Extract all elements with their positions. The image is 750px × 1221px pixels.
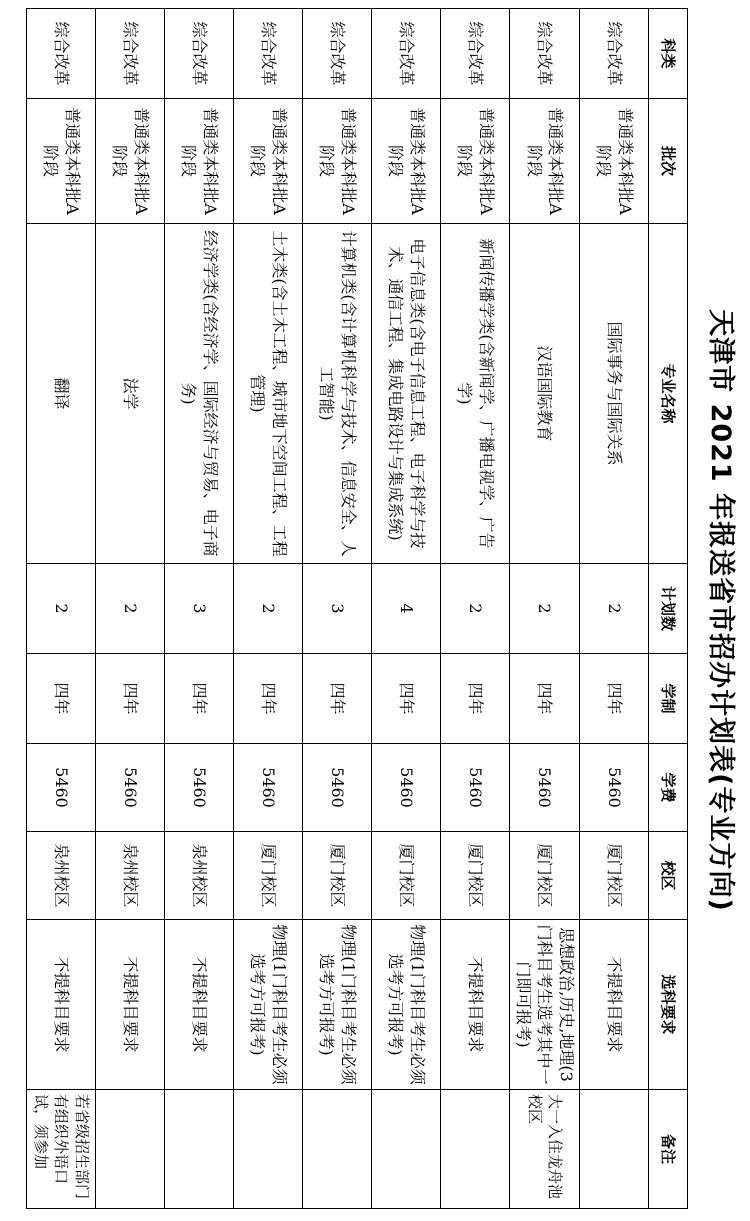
cell-batch: 普通类本科批A阶段 [96,99,165,224]
cell-major: 汉语国际教育 [510,224,580,564]
cell-major: 土木类(含土木工程、城市地下空间工程、工程管理) [234,224,303,564]
cell-campus: 泉州校区 [27,832,96,920]
table-header-row [649,9,688,1209]
cell-subject-type: 综合改革 [96,9,165,99]
cell-plan: 4 [372,564,441,654]
cell-subject-req: 物理(1门科目考生必须选考方可报考) [372,920,441,1090]
cell-plan: 2 [234,564,303,654]
cell-duration: 四年 [441,654,510,744]
cell-subject-req: 思想政治,历史,地理(3门科目考生选考其中一门即可报考) [510,920,580,1090]
header-plan: 计划数 [649,564,688,654]
cell-campus: 泉州校区 [165,832,234,920]
cell-note [372,1090,441,1209]
cell-tuition: 5460 [510,744,580,832]
cell-plan: 2 [510,564,580,654]
cell-subject-type: 综合改革 [27,9,96,99]
cell-subject-type: 综合改革 [303,9,372,99]
cell-batch: 普通类本科批A阶段 [234,99,303,224]
table-row [27,9,96,1209]
cell-batch: 普通类本科批A阶段 [580,99,649,224]
header-major: 专业名称 [649,224,688,564]
cell-note [96,1090,165,1209]
cell-major: 国际事务与国际关系 [580,224,649,564]
cell-note [234,1090,303,1209]
cell-duration: 四年 [165,654,234,744]
cell-subject-req: 物理(1门科目考生必须选考方可报考) [303,920,372,1090]
cell-campus: 厦门校区 [372,832,441,920]
cell-subject-req: 不提科目要求 [441,920,510,1090]
cell-plan: 3 [303,564,372,654]
table-row [580,9,649,1209]
header-campus: 校区 [649,832,688,920]
header-note: 备注 [649,1090,688,1209]
cell-subject-req: 物理(1门科目考生必须选考方可报考) [234,920,303,1090]
cell-major: 翻译 [27,224,96,564]
table-row [441,9,510,1209]
table-row [303,9,372,1209]
cell-tuition: 5460 [165,744,234,832]
page-title: 天津市 2021 年报送省市招办计划表(专业方向) [705,309,736,912]
cell-subject-req: 不提科目要求 [27,920,96,1090]
table-row [234,9,303,1209]
cell-batch: 普通类本科批A阶段 [27,99,96,224]
cell-duration: 四年 [372,654,441,744]
header-duration: 学制 [649,654,688,744]
cell-note [580,1090,649,1209]
enrollment-plan-table [26,8,688,1209]
table-row [372,9,441,1209]
cell-subject-req: 不提科目要求 [580,920,649,1090]
cell-batch: 普通类本科批A阶段 [165,99,234,224]
cell-subject-req: 不提科目要求 [165,920,234,1090]
cell-campus: 泉州校区 [96,832,165,920]
header-subject-req: 选科要求 [649,920,688,1090]
cell-note [165,1090,234,1209]
cell-note [303,1090,372,1209]
cell-duration: 四年 [234,654,303,744]
table-row [96,9,165,1209]
cell-tuition: 5460 [441,744,510,832]
cell-duration: 四年 [27,654,96,744]
header-subject-type: 科类 [649,9,688,99]
cell-duration: 四年 [303,654,372,744]
cell-plan: 2 [27,564,96,654]
cell-batch: 普通类本科批A阶段 [372,99,441,224]
cell-subject-type: 综合改革 [372,9,441,99]
cell-plan: 2 [580,564,649,654]
cell-major: 电子信息类(含电子信息工程、电子科学与技术、通信工程、集成电路设计与集成系统) [372,224,441,564]
cell-tuition: 5460 [27,744,96,832]
cell-tuition: 5460 [372,744,441,832]
header-batch: 批次 [649,99,688,224]
cell-campus: 厦门校区 [441,832,510,920]
cell-subject-type: 综合改革 [234,9,303,99]
cell-major: 经济学类(含经济学、国际经济与贸易、电子商务) [165,224,234,564]
cell-subject-type: 综合改革 [510,9,580,99]
cell-tuition: 5460 [303,744,372,832]
cell-note: 若省级招生部门有组织外语口试，须参加 [27,1090,96,1209]
cell-plan: 2 [441,564,510,654]
table-row [510,9,580,1209]
cell-duration: 四年 [580,654,649,744]
table-row [165,9,234,1209]
cell-campus: 厦门校区 [303,832,372,920]
cell-plan: 2 [96,564,165,654]
cell-campus: 厦门校区 [510,832,580,920]
cell-batch: 普通类本科批A阶段 [441,99,510,224]
cell-subject-req: 不提科目要求 [96,920,165,1090]
cell-batch: 普通类本科批A阶段 [303,99,372,224]
cell-duration: 四年 [510,654,580,744]
cell-note [441,1090,510,1209]
cell-tuition: 5460 [234,744,303,832]
cell-plan: 3 [165,564,234,654]
cell-subject-type: 综合改革 [441,9,510,99]
cell-batch: 普通类本科批A阶段 [510,99,580,224]
cell-major: 计算机类(含计算机科学与技术、信息安全、人工智能) [303,224,372,564]
cell-tuition: 5460 [96,744,165,832]
cell-note: 大一入住龙舟池校区 [510,1090,580,1209]
cell-subject-type: 综合改革 [580,9,649,99]
cell-subject-type: 综合改革 [165,9,234,99]
cell-major: 新闻传播学类(含新闻学、广播电视学、广告学) [441,224,510,564]
header-tuition: 学费 [649,744,688,832]
cell-campus: 厦门校区 [580,832,649,920]
cell-major: 法学 [96,224,165,564]
cell-campus: 厦门校区 [234,832,303,920]
cell-tuition: 5460 [580,744,649,832]
cell-duration: 四年 [96,654,165,744]
